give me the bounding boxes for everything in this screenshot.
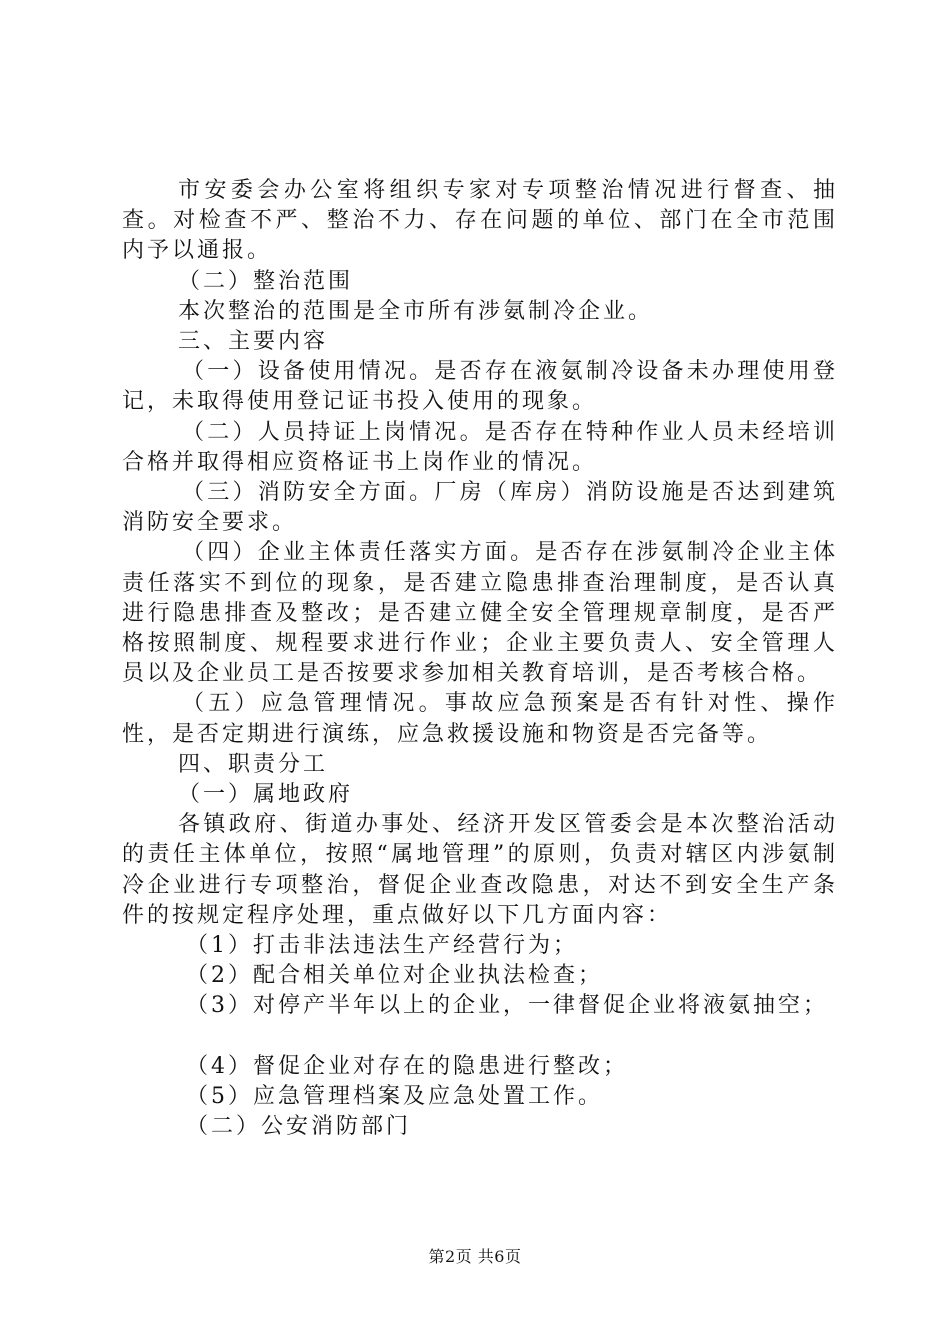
heading-local-government: （一）属地政府 bbox=[178, 782, 354, 808]
paragraph-enterprise-responsibility: （四）企业主体责任落实方面。是否存在涉氨制冷企业主体责任落实不到位的现象，是否建立隐患排查治理制度，是否认真进行隐患排查及整改；是否建立健全安全管理规章制度，是否严格按照制度、规程要求进行作业；企业主要负责人、安全管理人员以及企业员工是否按要求参加相关教育培训，是否考核合格。 bbox=[122, 540, 838, 687]
paragraph-personnel-certification: （二）人员持证上岗情况。是否存在特种作业人员未经培训合格并取得相应资格证书上岗作业的情况。 bbox=[122, 419, 838, 475]
paragraph-scope: 本次整治的范围是全市所有涉氨制冷企业。 bbox=[178, 298, 654, 324]
paragraph-emergency-management: （五）应急管理情况。事故应急预案是否有针对性、操作性，是否定期进行演练，应急救援设施和物资是否完备等。 bbox=[122, 691, 838, 747]
list-item-4: （4）督促企业对存在的隐患进行整改； bbox=[186, 1053, 628, 1079]
paragraph-equipment-usage: （一）设备使用情况。是否存在液氨制冷设备未办理使用登记，未取得使用登记证书投入使用的现象。 bbox=[122, 359, 838, 415]
list-item-2: （2）配合相关单位对企业执法检查； bbox=[186, 963, 603, 989]
heading-main-content: 三、主要内容 bbox=[178, 329, 329, 355]
heading-scope: （二）整治范围 bbox=[178, 268, 354, 294]
paragraph-local-government: 各镇政府、街道办事处、经济开发区管委会是本次整治活动的责任主体单位，按照“属地管理”的原则，负责对辖区内涉氨制冷企业进行专项整治，督促企业查改隐患，对达不到安全生产条件的按规定程序处理，重点做好以下几方面内容： bbox=[122, 812, 838, 928]
paragraph-supervision: 市安委会办公室将组织专家对专项整治情况进行督查、抽查。对检查不严、整治不力、存在问题的单位、部门在全市范围内予以通报。 bbox=[122, 178, 838, 264]
page-footer: 第2页 共6页 bbox=[428, 1247, 522, 1266]
heading-responsibilities: 四、职责分工 bbox=[178, 751, 329, 777]
blank-line bbox=[122, 1022, 838, 1052]
list-item-3: （3）对停产半年以上的企业，一律督促企业将液氨抽空； bbox=[186, 993, 828, 1019]
paragraph-fire-safety: （三）消防安全方面。厂房（库房）消防设施是否达到建筑消防安全要求。 bbox=[122, 480, 838, 536]
heading-public-security-fire: （二）公安消防部门 bbox=[186, 1114, 412, 1140]
list-item-5: （5）应急管理档案及应急处置工作。 bbox=[186, 1083, 603, 1109]
document-body bbox=[122, 176, 838, 1142]
list-item-1: （1）打击非法违法生产经营行为； bbox=[186, 933, 578, 959]
